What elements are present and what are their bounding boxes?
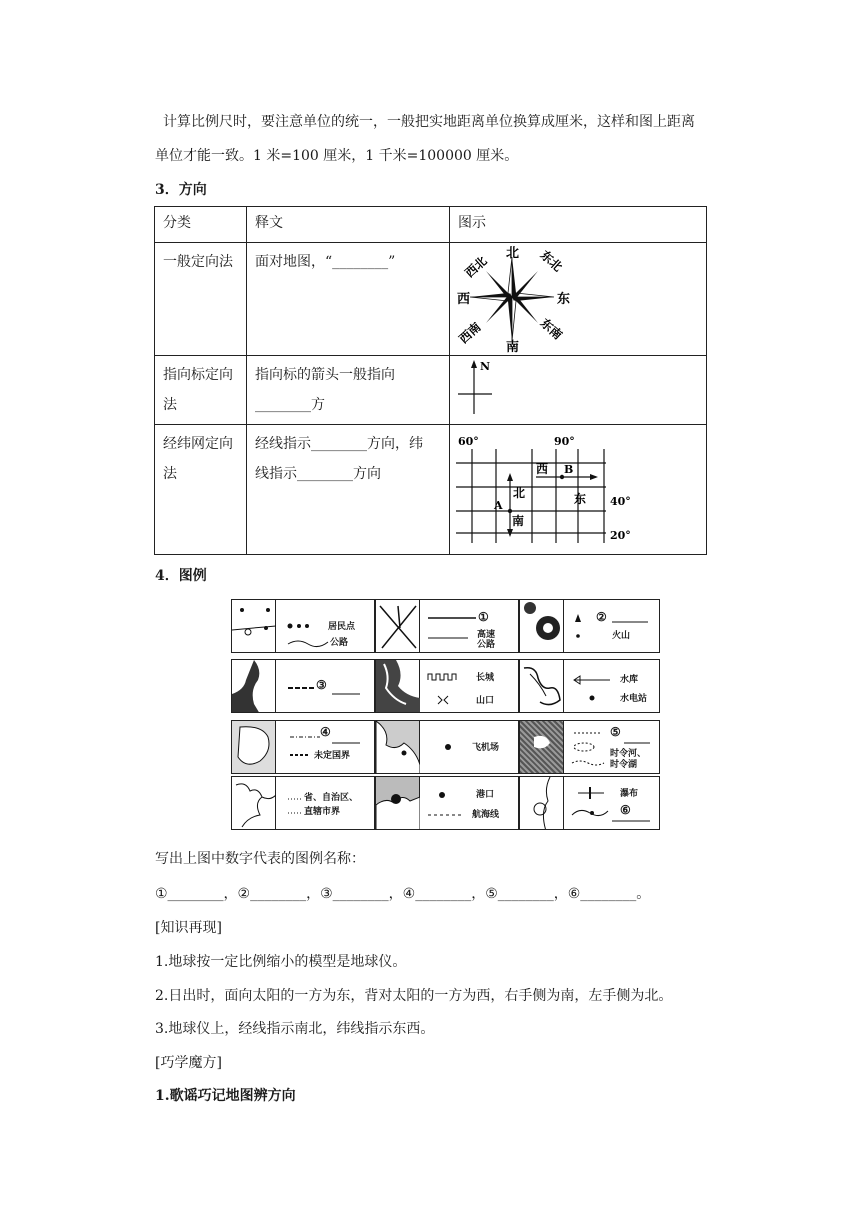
legend-item-5 — [519, 720, 660, 774]
legend-answer-blanks: ①________，②________，③________，④________，⑤________，⑥________。 — [155, 886, 651, 902]
legend-label-undefined-border: 未定国界 — [314, 751, 351, 761]
row2-text — [247, 356, 450, 425]
legend-number-4: ④ — [320, 725, 331, 739]
provincial-symbols-icon — [232, 777, 375, 830]
legend-item-3 — [231, 659, 375, 713]
legend-port-searoute — [375, 776, 519, 830]
intro-line-2: 单位才能一致。1 米=100 厘米，1 千米=100000 厘米。 — [155, 148, 519, 164]
grid-lon-90: 90° — [554, 435, 575, 448]
header-explanation: 释文 — [247, 207, 450, 243]
compass-rose-diagram — [450, 243, 580, 355]
row3-category — [155, 425, 247, 555]
row3-text-line1: 经线指示________方向，纬 — [255, 436, 423, 452]
tips-heading: [巧学魔方] — [155, 1055, 222, 1071]
legend-label-sea-route: 航海线 — [472, 810, 500, 820]
legend-number-3: ③ — [316, 678, 327, 692]
compass-north: 北 — [506, 246, 520, 261]
compass-east: 东 — [557, 292, 571, 307]
legend-figure — [231, 599, 660, 835]
grid-lat-20: 20° — [610, 529, 631, 542]
grid-north: 北 — [513, 486, 526, 500]
grid-point-a: A — [494, 499, 503, 512]
grid-east: 东 — [574, 492, 587, 506]
table-header-row — [155, 207, 707, 243]
grid-south: 南 — [512, 514, 525, 528]
legend-label-highway: 高速公路 — [476, 630, 495, 650]
legend-item-4 — [231, 720, 375, 774]
header-illustration: 图示 — [450, 207, 707, 243]
legend-label-port: 港口 — [476, 790, 495, 800]
wall-symbols-icon — [376, 660, 519, 713]
table-row — [155, 356, 707, 425]
section-3-heading: 3．方向 — [155, 182, 207, 198]
grid-lat-40: 40° — [610, 495, 631, 508]
row2-text-line1: 指向标的箭头一般指向 — [255, 367, 395, 383]
compass-cell — [450, 243, 707, 356]
legend-reservoir-hydro — [519, 659, 660, 713]
row3-category-line1: 经纬网定向 — [163, 436, 233, 452]
knowledge-item-2: 2.日出时，面向太阳的一方为东，背对太阳的一方为西，右手侧为南，左手侧为北。 — [155, 988, 673, 1004]
compass-west: 西 — [457, 292, 471, 307]
row2-category-line2: 法 — [163, 397, 177, 413]
grid-lon-60: 60° — [458, 435, 479, 448]
legend-wall-pass — [375, 659, 519, 713]
table-row — [155, 243, 707, 356]
row3-text-line2: 线指示________方向 — [255, 466, 381, 482]
legend-label-road: 公路 — [330, 638, 349, 648]
table-row — [155, 425, 707, 555]
legend-airport — [375, 720, 519, 774]
row2-category — [155, 356, 247, 425]
knowledge-item-1: 1.地球按一定比例缩小的模型是地球仪。 — [155, 954, 407, 970]
tips-item-1: 1.歌谣巧记地图辨方向 — [155, 1088, 296, 1104]
legend-number-1: ① — [478, 610, 489, 624]
legend-label-seasonal-2: 时令湖 — [610, 760, 638, 770]
legend-settlement-road — [231, 599, 375, 653]
row1-category: 一般定向法 — [155, 243, 247, 356]
row2-category-line1: 指向标定向 — [163, 367, 233, 383]
north-arrow-diagram — [450, 356, 510, 424]
volcano-symbols-icon — [520, 600, 660, 653]
legend-volcano — [519, 599, 660, 653]
compass-southeast: 东南 — [537, 315, 565, 343]
arrow-cell — [450, 356, 707, 425]
legend-provincial-border — [231, 776, 375, 830]
grid-cell — [450, 425, 707, 555]
legend-label-reservoir: 水库 — [620, 675, 639, 685]
legend-label-pass: 山口 — [476, 696, 495, 706]
legend-label-waterfall: 瀑布 — [620, 789, 639, 799]
header-category: 分类 — [155, 207, 247, 243]
row2-text-line2: ________方 — [255, 397, 325, 413]
row3-category-line2: 法 — [163, 466, 177, 482]
legend-highway — [375, 599, 519, 653]
legend-label-wall: 长城 — [476, 673, 495, 683]
legend-label-seasonal-1: 时令河、 — [610, 749, 647, 759]
waterfall-symbols-icon — [520, 777, 660, 830]
compass-south: 南 — [506, 340, 520, 355]
legend-number-2: ② — [596, 610, 607, 624]
legend-label-airport: 飞机场 — [472, 743, 500, 753]
legend-label-provincial-1: 省、自治区、 — [304, 793, 359, 803]
lat-lon-grid-diagram — [450, 425, 660, 553]
compass-northeast: 东北 — [537, 247, 565, 275]
row1-text: 面对地图，“________” — [247, 243, 450, 356]
legend-label-settlement: 居民点 — [328, 622, 356, 632]
reservoir-symbols-icon — [520, 660, 660, 713]
knowledge-heading: [知识再现] — [155, 920, 222, 936]
port-symbols-icon — [376, 777, 519, 830]
legend-prompt: 写出上图中数字代表的图例名称： — [155, 851, 365, 867]
legend-number-6: ⑥ — [620, 803, 631, 817]
direction-table — [154, 206, 707, 555]
legend-waterfall-item-6 — [519, 776, 660, 830]
legend-number-5: ⑤ — [610, 725, 621, 739]
grid-west: 西 — [536, 462, 549, 476]
arrow-label-n: N — [480, 360, 491, 373]
compass-northwest: 西北 — [462, 253, 490, 281]
item5-symbols-icon — [520, 721, 660, 774]
legend-label-hydro: 水电站 — [620, 694, 648, 704]
knowledge-item-3: 3.地球仪上，经线指示南北，纬线指示东西。 — [155, 1021, 435, 1037]
compass-southwest: 西南 — [456, 319, 484, 347]
item3-symbols-icon — [232, 660, 375, 713]
legend-label-provincial-2: 直辖市界 — [304, 807, 341, 817]
legend-label-volcano: 火山 — [612, 631, 631, 641]
item4-symbols-icon — [232, 721, 375, 774]
grid-point-b: B — [564, 463, 574, 476]
intro-line-1: 计算比例尺时，要注意单位的统一，一般把实地距离单位换算成厘米，这样和图上距离 — [163, 114, 695, 130]
section-4-heading: 4．图例 — [155, 568, 207, 584]
row3-text — [247, 425, 450, 555]
